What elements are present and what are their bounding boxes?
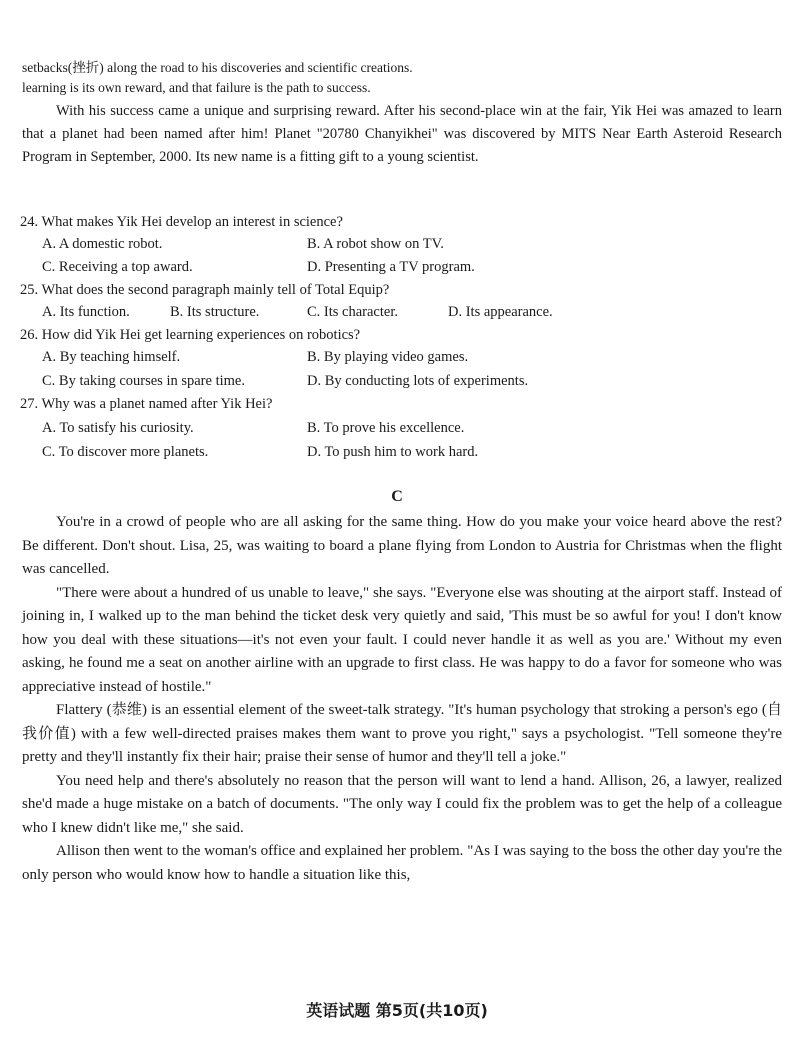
passage-paragraph: You need help and there's absolutely no reason that the person will want to lend a hand. Allison, 26, a lawyer, realized she'd made a huge mistake on a batch of documents. "The only way I could fix the problem was to get the help of a colleague who I knew didn't like me," she said. [22,772,782,836]
question-stem: 26. How did Yik Hei get learning experiences on robotics? [20,327,361,343]
option-a[interactable]: A. Its function. [42,304,130,320]
question-stem: 27. Why was a planet named after Yik Hei? [20,396,273,412]
option-b[interactable]: B. Its structure. [170,304,260,320]
option-d[interactable]: D. Its appearance. [448,304,553,320]
passage-line: setbacks(挫折) along the road to his discoveries and scientific creations. [22,60,413,75]
question-stem: 24. What makes Yik Hei develop an interest in science? [20,214,343,230]
page-footer: 英语试题 第5页(共10页) [306,1001,488,1020]
passage-paragraph: Allison then went to the woman's office and explained her problem. "As I was saying to the boss the other day you're the only person who would know how to handle a situation like this, [22,843,782,883]
option-c[interactable]: C. By taking courses in spare time. [42,373,245,389]
option-b[interactable]: B. To prove his excellence. [307,420,465,436]
option-b[interactable]: B. By playing video games. [307,349,469,365]
section-heading: C [391,488,403,505]
passage-paragraph: "There were about a hundred of us unable to leave," she says. "Everyone else was shouting at the airport staff. Instead of joining in, I walked up to the man behind the ticket desk very quietly and said, 'This must be so awful for you! I don't know how you deal with these situations—it's not even your fault. I could never handle it as well as you are.' Without my even asking, he found me a seat on another airline with an upgrade to first class. He was happy to do a favor for someone who was appreciative instead of hostile." [22,584,782,695]
option-d[interactable]: D. By conducting lots of experiments. [307,373,529,389]
passage-b-tail [22,58,782,169]
option-a[interactable]: A. By teaching himself. [42,349,181,365]
passage-paragraph: You're in a crowd of people who are all asking for the same thing. How do you make your voice heard above the rest? Be different. Don't shout. Lisa, 25, was waiting to board a plane flying from London to Austria for Christmas when the flight was cancelled. [22,514,782,577]
option-a[interactable]: A. A domestic robot. [42,236,163,252]
question-stem: 25. What does the second paragraph mainly tell of Total Equip? [20,282,390,298]
passage-paragraph: With his success came a unique and surprising reward. After his second-place win at the fair, Yik Hei was amazed to learn that a planet had been named after him! Planet "20780 Chanyikhei" was discovered by MITS Near Earth Asteroid Research Program in September, 2000. Its new name is a fitting gift to a young scientist. [22,103,782,165]
option-d[interactable]: D. To push him to work hard. [307,444,479,460]
option-c[interactable]: C. Receiving a top award. [42,259,193,275]
option-c[interactable]: C. To discover more planets. [42,444,209,460]
passage-c [22,511,782,887]
option-a[interactable]: A. To satisfy his curiosity. [42,420,194,436]
option-c[interactable]: C. Its character. [307,304,398,320]
option-b[interactable]: B. A robot show on TV. [307,236,444,252]
passage-paragraph: Flattery (恭维) is an essential element of the sweet-talk strategy. "It's human psychology that stroking a person's ego (自我价值) with a few well-directed praises makes them want to prove you right," says a psychologist. "Tell someone they're pretty and they'll instantly fix their hair; praise their sense of humor and they'll tell a joke." [22,702,782,765]
passage-line: learning is its own reward, and that failure is the path to success. [22,80,371,95]
option-d[interactable]: D. Presenting a TV program. [307,259,475,275]
